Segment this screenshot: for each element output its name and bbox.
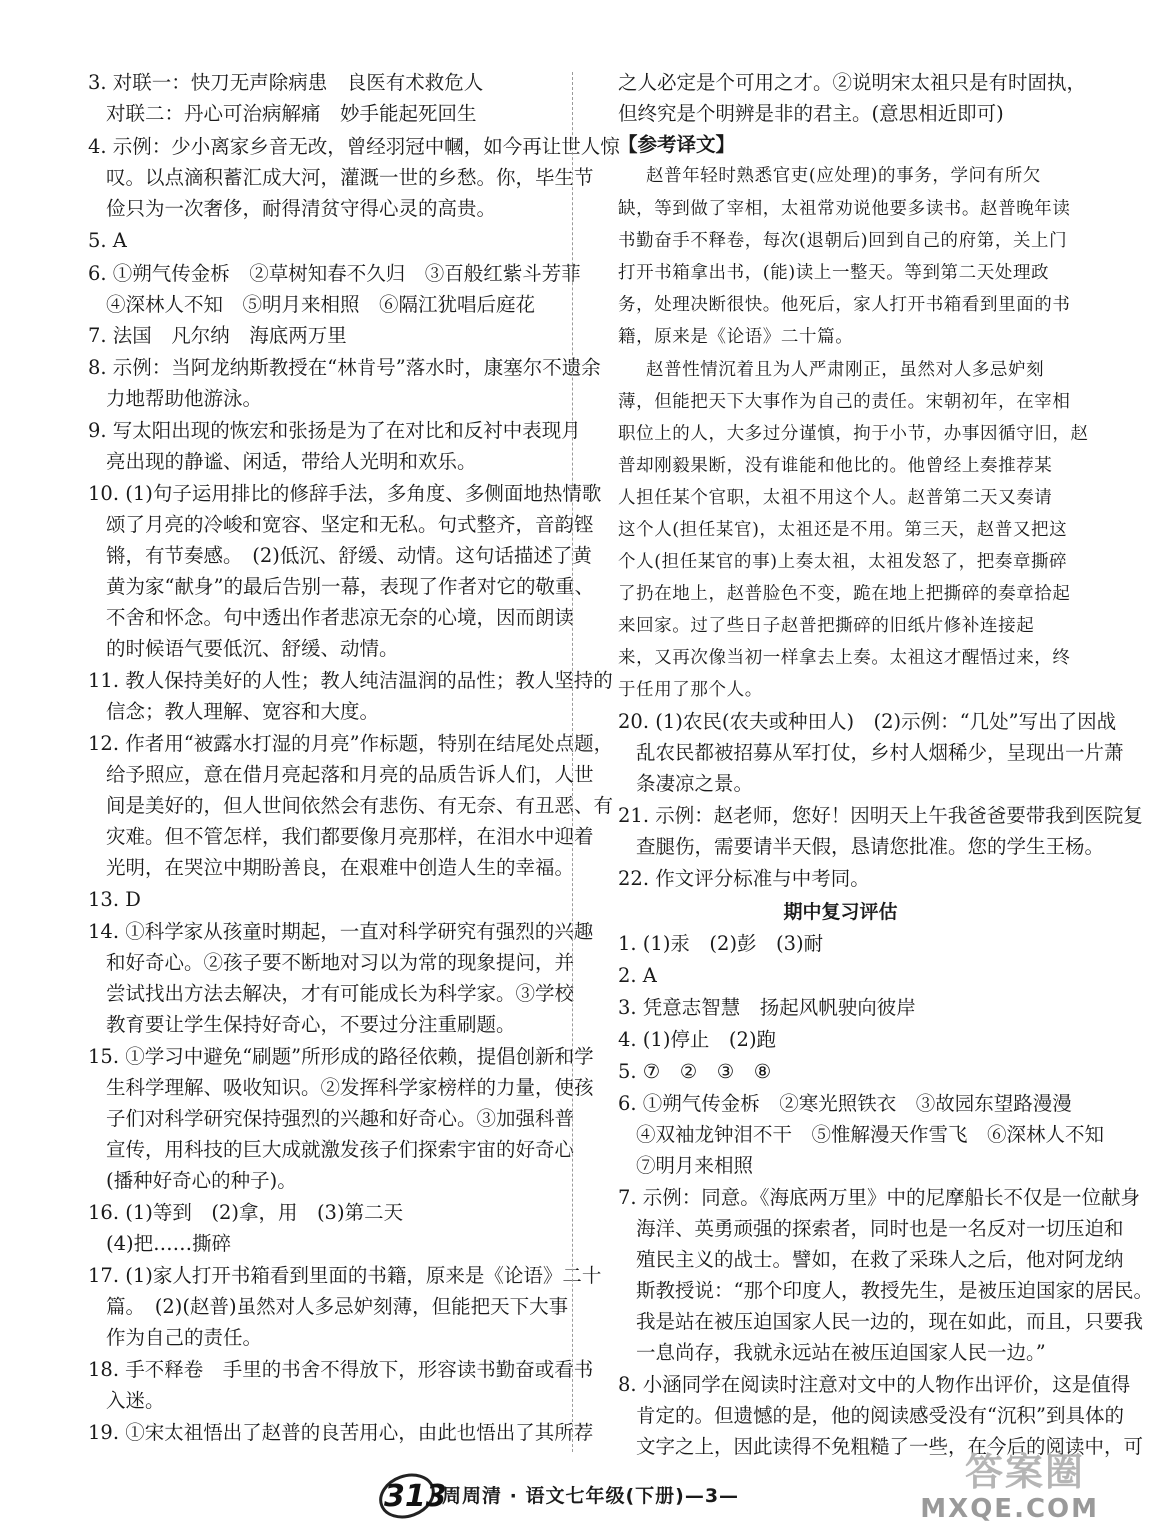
reference-translation-heading: 【参考译文】 xyxy=(618,133,736,156)
answer-line: 8. 小涵同学在阅读时注意对文中的人物作出评价，这是值得 xyxy=(618,1373,1131,1396)
answer-line: 的时候语气要低沉、舒缓、动情。 xyxy=(106,637,399,660)
answer-line: 颂了月亮的冷峻和宽容、坚定和无私。句式整齐，音韵铿 xyxy=(106,513,594,536)
answer-line: 和好奇心。②孩子要不断地对习以为常的现象提问，并 xyxy=(106,951,575,974)
answer-line: 4. 示例：少小离家乡音无改，曾经羽冠中幗，如今再让世人惊 xyxy=(88,135,620,158)
answer-line: 3. 凭意志智慧 扬起风帆驶向彼岸 xyxy=(618,996,916,1019)
column-divider xyxy=(572,72,573,1452)
translation-line: 于任用了那个人。 xyxy=(618,680,763,700)
answer-line: 16. (1)等到 (2)拿，用 (3)第二天 xyxy=(88,1201,404,1224)
translation-line: 缺，等到做了宰相，太祖常劝说他要多读书。赵普晚年读 xyxy=(618,199,1071,219)
answer-line: 18. 手不释卷 手里的书舍不得放下，形容读书勤奋或看书 xyxy=(88,1358,594,1381)
answer-line: 21. 示例：赵老师，您好！因明天上午我爸爸要带我到医院复 xyxy=(618,804,1143,827)
translation-line: 打开书箱拿出书，(能)读上一整天。等到第二天处理政 xyxy=(618,263,1050,283)
answer-line: 不舍和怀念。句中透出作者悲凉无奈的心境，因而朗读 xyxy=(106,606,575,629)
translation-line: 赵普性情沉着且为人严肃刚正，虽然对人多忌妒刻 xyxy=(646,360,1045,380)
answer-line: 对联二：丹心可治病解痛 妙手能起死回生 xyxy=(106,102,477,125)
answer-line: 2. A xyxy=(618,964,657,987)
answer-line: 20. (1)农民(农夫或种田人) (2)示例：“几处”写出了因战 xyxy=(618,710,1117,733)
translation-line: 普却刚毅果断，没有谁能和他比的。他曾经上奏推荐某 xyxy=(618,456,1053,476)
page-footer xyxy=(378,1466,739,1522)
answer-line: 9. 写太阳出现的恢宏和张扬是为了在对比和反衬中表现月 xyxy=(88,419,581,442)
answer-line: 叹。以点滴积蓄汇成大河，灌溉一世的乡愁。你，毕生节 xyxy=(106,166,594,189)
answer-line: 5. ⑦ ② ③ ⑧ xyxy=(618,1060,772,1083)
answer-line: 6. ①朔气传金柝 ②草树知春不久归 ③百般红紫斗芳菲 xyxy=(88,262,581,285)
answer-line: 17. (1)家人打开书箱看到里面的书籍，原来是《论语》二十 xyxy=(88,1264,602,1287)
translation-line: 这个人(担任某官)，太祖还是不用。第三天，赵普又把这 xyxy=(618,520,1068,540)
answer-line: 4. (1)停止 (2)跑 xyxy=(618,1028,777,1051)
answer-line: 信念；教人理解、宽容和大度。 xyxy=(106,700,380,723)
answer-line: 12. 作者用“被露水打湿的月亮”作标题，特别在结尾处点题， xyxy=(88,732,614,755)
answer-line: ⑦明月来相照 xyxy=(636,1154,754,1177)
translation-line: 职位上的人，大多过分谨慎，拘于小节，办事因循守旧，赵 xyxy=(618,424,1089,444)
answer-line: 条凄凉之景。 xyxy=(636,772,754,795)
answer-line: 宣传，用科技的巨大成就激发孩子们探索宇宙的好奇心 xyxy=(106,1138,575,1161)
answer-line: 我是站在被压迫国家人民一边的，现在如此，而且，只要我 xyxy=(636,1310,1144,1333)
answer-line: 亮出现的静谧、闲适，带给人光明和欢乐。 xyxy=(106,450,477,473)
watermark-logo: 答案圈 xyxy=(964,1450,1085,1494)
answer-line: 黄为家“献身”的最后告别一幕，表现了作者对它的敬重、 xyxy=(106,575,594,598)
answer-line: 14. ①科学家从孩童时期起，一直对科学研究有强烈的兴趣 xyxy=(88,920,594,943)
answer-line: 8. 示例：当阿龙纳斯教授在“林肯号”落水时，康塞尔不遗余 xyxy=(88,356,601,379)
brand-logo xyxy=(378,1468,447,1520)
answer-line: 入迷。 xyxy=(106,1389,165,1412)
answer-line: 海洋、英勇顽强的探索者，同时也是一名反对一切压迫和 xyxy=(636,1217,1124,1240)
answer-line: 3. 对联一：快刀无声除病患 良医有术救危人 xyxy=(88,71,484,94)
translation-line: 赵普年轻时熟悉官吏(应处理)的事务，学问有所欠 xyxy=(646,166,1041,186)
answer-line: 锵，有节奏感。 (2)低沉、舒缓、动情。这句话描述了黄 xyxy=(106,544,592,567)
translation-line: 籍，原来是《论语》二十篇。 xyxy=(618,327,854,347)
answer-line: 一息尚存，我就永远站在被压迫国家人民一边。” xyxy=(636,1341,1046,1364)
translation-line: 薄，但能把天下大事作为自己的责任。宋朝初年，在宰相 xyxy=(618,392,1071,412)
answer-line: 光明，在哭泣中期盼善良，在艰难中创造人生的幸福。 xyxy=(106,856,575,879)
translation-line: 务，处理决断很快。他死后，家人打开书箱看到里面的书 xyxy=(618,295,1071,315)
answer-line: 殖民主义的战士。譬如，在救了采珠人之后，他对阿龙纳 xyxy=(636,1248,1124,1271)
answer-line: 灾难。但不管怎样，我们都要像月亮那样，在泪水中迎着 xyxy=(106,825,594,848)
answer-line: 斯教授说：“那个印度人，教授先生，是被压迫国家的居民。 xyxy=(636,1279,1153,1302)
answer-line: 11. 教人保持美好的人性；教人纯洁温润的品性；教人坚持的 xyxy=(88,669,613,692)
answer-line: 7. 法国 凡尔纳 海底两万里 xyxy=(88,324,347,347)
answer-line: 文字之上，因此读得不免粗糙了一些，在今后的阅读中，可 xyxy=(636,1435,1144,1458)
answer-line: 之人必定是个可用之才。②说明宋太祖只是有时固执， xyxy=(618,71,1087,94)
translation-line: 人担任某个官职，太祖不用这个人。赵普第二天又奏请 xyxy=(618,488,1053,508)
answer-line: 给予照应，意在借月亮起落和月亮的品质告诉人们，人世 xyxy=(106,763,594,786)
answer-line: 间是美好的，但人世间依然会有悲伤、有无奈、有丑恶、有 xyxy=(106,794,614,817)
answer-line: 肯定的。但遗憾的是，他的阅读感受没有“沉积”到具体的 xyxy=(636,1404,1124,1427)
answer-line: 子们对科学研究保持强烈的兴趣和好奇心。③加强科普 xyxy=(106,1107,575,1130)
answer-line: 1. (1)汞 (2)彭 (3)耐 xyxy=(618,932,824,955)
answer-line: (播种好奇心的种子)。 xyxy=(106,1169,297,1192)
answer-line: 教育要让学生保持好奇心，不要过分注重刷题。 xyxy=(106,1013,516,1036)
answer-line: 力地帮助他游泳。 xyxy=(106,387,263,410)
answer-line: 10. (1)句子运用排比的修辞手法，多角度、多侧面地热情歌 xyxy=(88,482,602,505)
translation-line: 了扔在地上，赵普脸色不变，跪在地上把撕碎的奏章拾起 xyxy=(618,584,1071,604)
answer-line: 但终究是个明辨是非的君主。(意思相近即可) xyxy=(618,102,1004,125)
answer-line: ④双袖龙钟泪不干 ⑤惟解漫天作雪飞 ⑥深林人不知 xyxy=(636,1123,1105,1146)
translation-line: 来，又再次像当初一样拿去上奏。太祖这才醒悟过来，终 xyxy=(618,648,1071,668)
answer-line: ④深林人不知 ⑤明月来相照 ⑥隔江犹唱后庭花 xyxy=(106,293,536,316)
answer-line: 作为自己的责任。 xyxy=(106,1326,263,1349)
answer-line: 乱农民都被招募从军打仗，乡村人烟稀少，呈现出一片萧 xyxy=(636,741,1124,764)
answer-line: 5. A xyxy=(88,229,127,252)
answer-line: 13. D xyxy=(88,888,141,911)
answer-line: 22. 作文评分标准与中考同。 xyxy=(618,867,870,890)
answer-line: 19. ①宋太祖悟出了赵普的良苦用心，由此也悟出了其所荐 xyxy=(88,1421,594,1444)
translation-line: 来回家。过了些日子赵普把撕碎的旧纸片修补连接起 xyxy=(618,616,1035,636)
answer-line: 俭只为一次奢侈，耐得清贫守得心灵的高贵。 xyxy=(106,197,497,220)
answer-line: 尝试找出方法去解决，才有可能成长为科学家。③学校 xyxy=(106,982,575,1005)
footer-label: 周周清 · 语文七年级(下册)—3— xyxy=(442,1484,740,1507)
answer-line: 篇。 (2)(赵普)虽然对人多忌妒刻薄，但能把天下大事 xyxy=(106,1295,569,1318)
watermark-url: MXQE.COM xyxy=(920,1494,1099,1524)
answer-line: 查腿伤，需要请半天假，恳请您批准。您的学生王杨。 xyxy=(636,835,1105,858)
answer-line: (4)把……撕碎 xyxy=(106,1232,232,1255)
section-title: 期中复习评估 xyxy=(783,901,898,923)
answer-line: 6. ①朔气传金柝 ②寒光照铁衣 ③故园东望路漫漫 xyxy=(618,1092,1072,1115)
translation-line: 个人(担任某官的事)上奏太祖，太祖发怒了，把奏章撕碎 xyxy=(618,552,1068,572)
answer-line: 生科学理解、吸收知识。②发挥科学家榜样的力量，使孩 xyxy=(106,1076,594,1099)
translation-line: 书勤奋手不释卷，每次(退朝后)回到自己的府第，关上门 xyxy=(618,231,1068,251)
answer-line: 7. 示例：同意。《海底两万里》中的尼摩船长不仅是一位献身 xyxy=(618,1186,1141,1209)
answer-line: 15. ①学习中避免“刷题”所形成的路径依赖，提倡创新和学 xyxy=(88,1045,594,1068)
svg-text:313: 313 xyxy=(384,1479,447,1514)
